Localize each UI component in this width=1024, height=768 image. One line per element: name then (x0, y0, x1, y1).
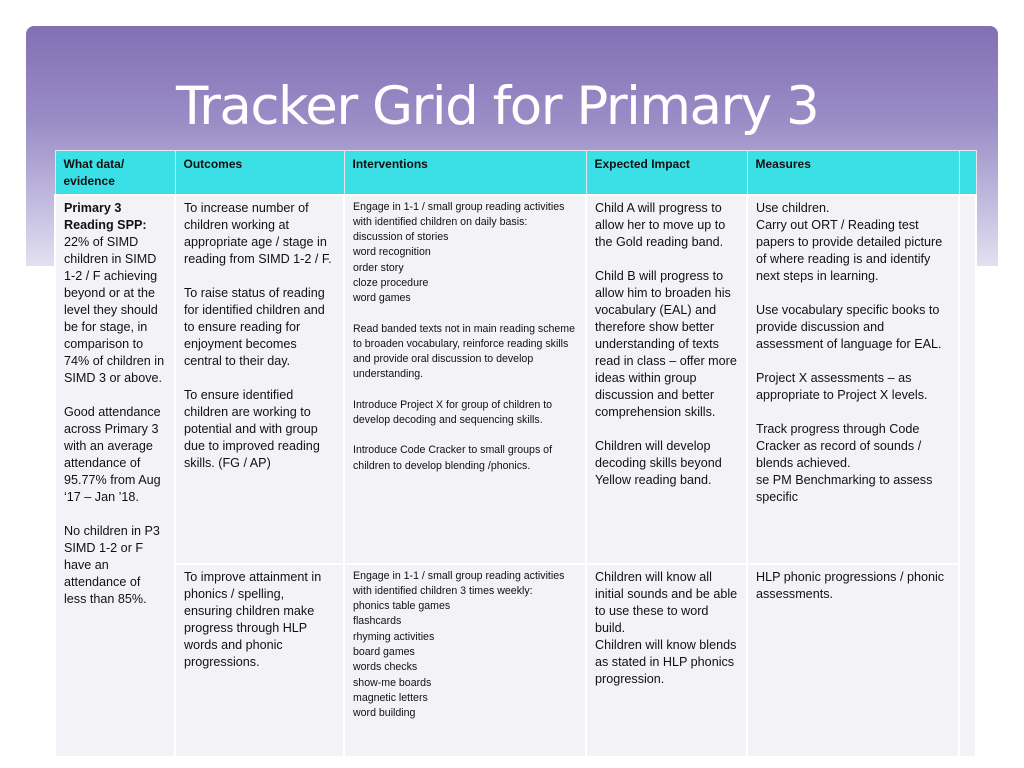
measure-text: Track progress through Code Cracker as record of sounds / blends achieved. (756, 421, 922, 470)
table-row (55, 564, 976, 757)
measure-text: Use children. (756, 200, 830, 215)
intervention-item: word games (353, 292, 411, 305)
intervention-item: cloze procedure (353, 276, 429, 289)
evidence-heading-2: Reading SPP: (64, 217, 147, 232)
intervention-item: word recognition (353, 246, 431, 259)
tracker-table (54, 150, 977, 758)
header-outcomes: Outcomes (175, 151, 344, 195)
header-interventions: Interventions (344, 151, 586, 195)
impact-text: Children will know blends as stated in HLP phonics progression. (595, 637, 737, 686)
intervention-item: phonics table games (353, 600, 451, 613)
intervention-intro: Engage in 1-1 / small group reading activities with identified children 3 times weekly: (353, 569, 565, 597)
header-what-data: What data/ evidence (55, 151, 175, 195)
header-extra (959, 151, 976, 195)
outcome-text: To ensure identified children are working to potential and with group due to improved reading skills. (FG / AP) (184, 387, 320, 470)
interventions-cell (344, 195, 586, 564)
intervention-item: show-me boards (353, 676, 432, 689)
intervention-text: Introduce Code Cracker to small groups of children to develop blending /phonics. (353, 444, 553, 472)
impact-cell (586, 564, 747, 757)
evidence-paragraph: Good attendance across Primary 3 with an average attendance of 95.77% from Aug ‘17 – Jan ’18. (64, 404, 161, 504)
header-expected-impact: Expected Impact (586, 151, 747, 195)
intervention-item: magnetic letters (353, 691, 428, 704)
header-measures: Measures (747, 151, 959, 195)
intervention-item: board games (353, 645, 415, 658)
evidence-paragraph: No children in P3 SIMD 1-2 or F have an attendance of less than 85%. (64, 523, 160, 606)
measure-text: Project X assessments – as appropriate to Project X levels. (756, 370, 928, 402)
intervention-item: order story (353, 261, 404, 274)
evidence-paragraph: 22% of SIMD children in SIMD 1-2 / F achieving beyond or at the level they should be for stage, in comparison to 74% of children in SIMD 3 or above. (64, 234, 165, 385)
intervention-intro: Engage in 1-1 / small group reading activities with identified children on daily basis: (353, 200, 565, 228)
impact-text: Children will know all initial sounds and be able to use these to word build. (595, 569, 738, 635)
intervention-item: words checks (353, 661, 418, 674)
measures-cell (747, 564, 959, 757)
measure-text: se PM Benchmarking to assess specific (756, 472, 933, 504)
outcomes-cell (175, 564, 344, 757)
outcomes-cell (175, 195, 344, 564)
evidence-cell (55, 195, 175, 757)
intervention-text: Read banded texts not in main reading scheme to broaden vocabulary, reinforce reading skills and provide oral discussion to develop understanding. (353, 322, 576, 381)
intervention-item: discussion of stories (353, 231, 449, 244)
impact-cell (586, 195, 747, 564)
interventions-cell (344, 564, 586, 757)
measure-text: Use vocabulary specific books to provide discussion and assessment of language for EAL. (756, 302, 942, 351)
outcome-text: To improve attainment in phonics / spelling, ensuring children make progress through HLP words and phonic progressions. (184, 569, 322, 669)
measure-text: HLP phonic progressions / phonic assessments. (756, 569, 945, 601)
impact-text: Children will develop decoding skills beyond Yellow reading band. (595, 438, 722, 487)
table-header-row (55, 151, 976, 195)
page-title: Tracker Grid for Primary 3 (176, 76, 819, 137)
measures-cell (747, 195, 959, 564)
table-row (55, 195, 976, 564)
intervention-item: flashcards (353, 615, 402, 628)
impact-text: Child A will progress to allow her to move up to the Gold reading band. (595, 200, 726, 249)
outcome-text: To increase number of children working at appropriate age / stage in reading from SIMD 1-2 / F. (184, 200, 332, 266)
extra-cell (959, 195, 976, 757)
evidence-heading-1: Primary 3 (64, 200, 122, 215)
impact-text: Child B will progress to allow him to broaden his vocabulary (EAL) and therefore show better understanding of texts read in class – offer more ideas within group discussion and better comprehension skills. (595, 268, 737, 419)
outcome-text: To raise status of reading for identified children and to ensure reading for enjoyment becomes central to their day. (184, 285, 325, 368)
intervention-item: rhyming activities (353, 630, 435, 643)
intervention-item: word building (353, 707, 416, 720)
measure-text: Carry out ORT / Reading test papers to provide detailed picture of where reading is and identify next steps in learning. (756, 217, 943, 283)
intervention-text: Introduce Project X for group of children to develop decoding and sequencing skills. (353, 398, 553, 427)
